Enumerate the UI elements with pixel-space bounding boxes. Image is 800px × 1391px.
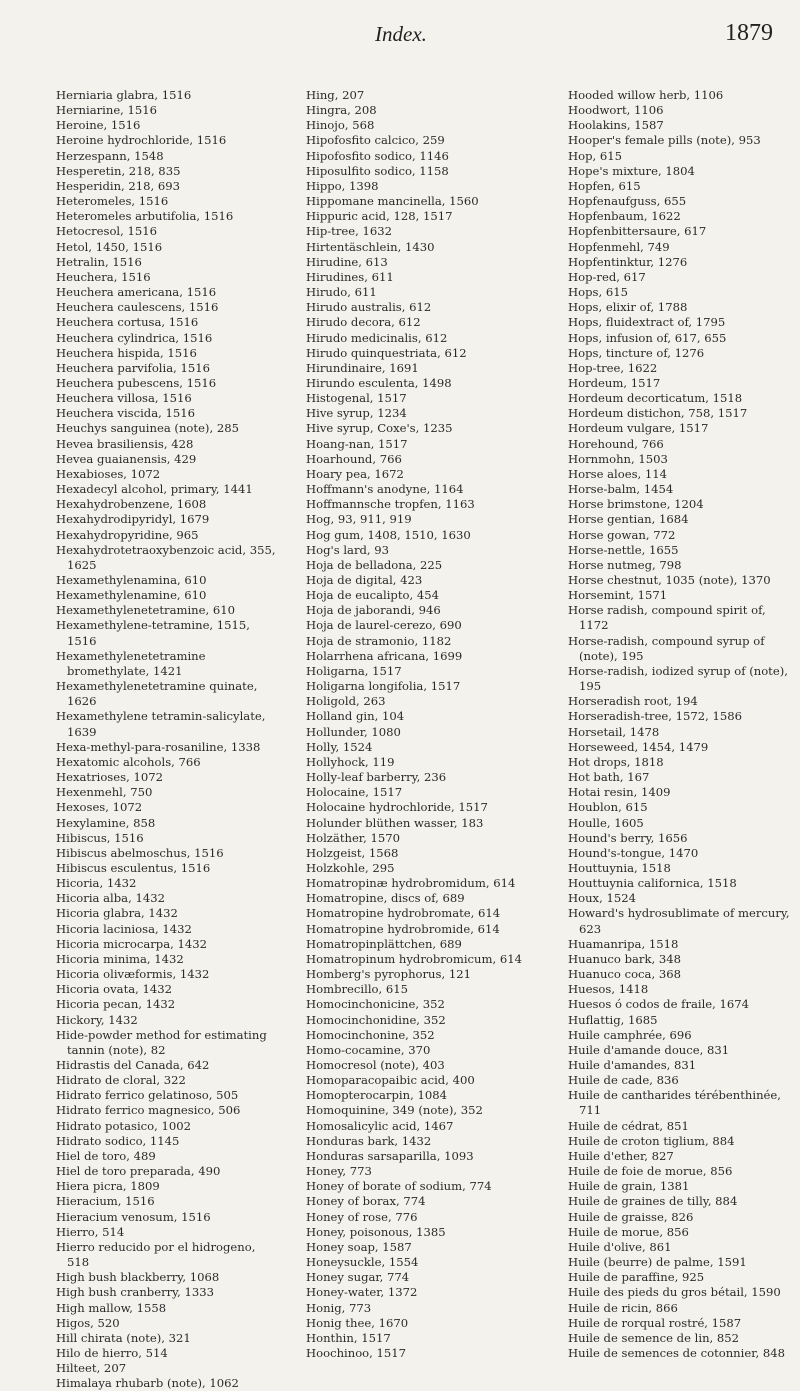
index-entry: Huile d'ether, 827 bbox=[568, 1148, 674, 1163]
index-entry: Honey, poisonous, 1385 bbox=[306, 1224, 446, 1239]
index-entry: Homoquinine, 349 (note), 352 bbox=[306, 1103, 483, 1118]
index-entry: Hidrastis del Canada, 642 bbox=[56, 1058, 210, 1072]
index-entry: Hicoria, 1432 bbox=[56, 876, 137, 891]
index-entry: Huile de semence de lin, 852 bbox=[568, 1330, 740, 1345]
index-entry: Houttuynia, 1518 bbox=[568, 860, 671, 875]
running-title: Index. bbox=[375, 22, 427, 46]
index-entry: Huile d'olive, 861 bbox=[568, 1239, 672, 1254]
index-entry: Hicoria laciniosa, 1432 bbox=[56, 921, 192, 936]
index-entry: Hevea guaianensis, 429 bbox=[56, 451, 197, 466]
index-entry: Holigarna longifolia, 1517 bbox=[306, 679, 461, 694]
index-entry: Hicoria alba, 1432 bbox=[56, 891, 165, 906]
index-entry: Hoochinoo, 1517 bbox=[306, 1345, 407, 1360]
index-entry: Hicoria olivæformis, 1432 bbox=[56, 967, 210, 982]
index-entry: Hirudo decora, 612 bbox=[306, 315, 421, 330]
index-entry: Herzespann, 1548 bbox=[56, 148, 164, 163]
index-entry: Homatropine, discs of, 689 bbox=[306, 891, 465, 906]
index-entry: Homatropine hydrobromate, 614 bbox=[306, 906, 501, 921]
index-entry: Heroine hydrochloride, 1516 bbox=[56, 133, 227, 148]
index-entry: Higos, 520 bbox=[56, 1315, 120, 1330]
index-entry: Hopfen, 615 bbox=[568, 178, 641, 193]
index-entry: Holocaine, 1517 bbox=[306, 785, 403, 800]
index-entry: Huile de paraffine, 925 bbox=[568, 1270, 705, 1285]
index-entry: Hirtentäschlein, 1430 bbox=[306, 239, 435, 254]
index-entry: Holarrhena africana, 1699 bbox=[306, 648, 463, 663]
index-entry: Huile de cédrat, 851 bbox=[568, 1118, 689, 1133]
index-entry: Honeysuckle, 1554 bbox=[306, 1255, 419, 1270]
index-entry: Hierro, 514 bbox=[56, 1224, 125, 1239]
index-entry: Hopfentinktur, 1276 bbox=[568, 254, 688, 269]
index-entry: Hop-red, 617 bbox=[568, 269, 646, 284]
index-entry: Heuchera, 1516 bbox=[56, 269, 151, 284]
index-entry: Hoolakins, 1587 bbox=[568, 118, 664, 133]
index-entry: Horseradish root, 194 bbox=[568, 694, 698, 709]
index-entry: Hopfenbittersaure, 617 bbox=[568, 224, 707, 239]
index-entry: Horse radish, compound spirit of, 1172 bbox=[568, 603, 766, 633]
index-entry: Heuchera pubescens, 1516 bbox=[56, 375, 217, 390]
index-entry: Hexa-methyl-para-rosaniline, 1338 bbox=[56, 739, 261, 754]
index-entry: Howard's hydrosublimate of mercury, 623 bbox=[568, 906, 790, 936]
index-entry: Hidrato ferrico magnesico, 506 bbox=[56, 1103, 241, 1118]
index-entry: Hotai resin, 1409 bbox=[568, 785, 671, 800]
index-entry: Horehound, 766 bbox=[568, 436, 664, 451]
index-entry: Huile d'amandes, 831 bbox=[568, 1058, 697, 1072]
index-entry: Hexamethylenetetramine bromethylate, 1421 bbox=[56, 648, 206, 678]
index-entry: Herniarine, 1516 bbox=[56, 103, 158, 118]
index-entry: Hordeum, 1517 bbox=[568, 375, 661, 390]
index-entry: Hopfenbaum, 1622 bbox=[568, 209, 681, 224]
index-entry: Hetocresol, 1516 bbox=[56, 224, 158, 239]
index-entry: Homatropinæ hydrobromidum, 614 bbox=[306, 876, 516, 891]
index-entry: Holigarna, 1517 bbox=[306, 663, 402, 678]
index-entry: Hive syrup, Coxe's, 1235 bbox=[306, 421, 453, 436]
index-entry: Honey, 773 bbox=[306, 1164, 372, 1179]
index-entry: Honey sugar, 774 bbox=[306, 1270, 410, 1285]
index-entry: Honey soap, 1587 bbox=[306, 1239, 412, 1254]
index-entry: Hibiscus esculentus, 1516 bbox=[56, 860, 211, 875]
index-entry: Huile (beurre) de palme, 1591 bbox=[568, 1255, 747, 1270]
index-entry: Honduras bark, 1432 bbox=[306, 1133, 432, 1148]
index-entry: Heuchera villosa, 1516 bbox=[56, 391, 192, 406]
index-entry: Hexamethylene-tetramine, 1515, 1516 bbox=[56, 618, 250, 648]
index-entry: Huesos ó codos de fraile, 1674 bbox=[568, 997, 750, 1012]
index-entry: Heteromeles, 1516 bbox=[56, 194, 169, 209]
index-entry: Hicoria ovata, 1432 bbox=[56, 982, 173, 997]
index-entry: Horse brimstone, 1204 bbox=[568, 497, 704, 512]
index-entry: Homatropine hydrobromide, 614 bbox=[306, 921, 500, 936]
index-entry: Honey of rose, 776 bbox=[306, 1209, 418, 1224]
index-entry: Heroine, 1516 bbox=[56, 118, 141, 133]
index-entry: Hoary pea, 1672 bbox=[306, 466, 404, 481]
index-entry: Huile de foie de morue, 856 bbox=[568, 1164, 733, 1179]
index-entry: Huile de croton tiglium, 884 bbox=[568, 1133, 735, 1148]
index-entry: Hops, tincture of, 1276 bbox=[568, 345, 705, 360]
index-entry: Homosalicylic acid, 1467 bbox=[306, 1118, 454, 1133]
index-entry: Hetol, 1450, 1516 bbox=[56, 239, 163, 254]
index-entry: Heuchera parvifolia, 1516 bbox=[56, 360, 211, 375]
index-entry: Hiera picra, 1809 bbox=[56, 1179, 160, 1194]
index-entry: Hexatomic alcohols, 766 bbox=[56, 754, 201, 769]
index-entry: Hopfenmehl, 749 bbox=[568, 239, 670, 254]
index-entry: Hoja de stramonio, 1182 bbox=[306, 633, 452, 648]
index-entry: Hordeum decorticatum, 1518 bbox=[568, 391, 743, 406]
index-entry: Hingra, 208 bbox=[306, 103, 377, 118]
index-entry: Hoja de belladona, 225 bbox=[306, 557, 443, 572]
index-entry: Hive syrup, 1234 bbox=[306, 406, 407, 421]
index-entry: Huile de grain, 1381 bbox=[568, 1179, 690, 1194]
index-entry: Hexamethylene tetramin-salicylate, 1639 bbox=[56, 709, 266, 739]
index-entry: Houblon, 615 bbox=[568, 800, 648, 815]
index-entry: Hooper's female pills (note), 953 bbox=[568, 133, 761, 148]
index-entry: Hexamethylenetetramine quinate, 1626 bbox=[56, 679, 258, 709]
index-entry: Hicoria microcarpa, 1432 bbox=[56, 936, 208, 951]
index-entry: Herniaria glabra, 1516 bbox=[56, 88, 192, 102]
index-entry: Houx, 1524 bbox=[568, 891, 636, 906]
index-entry: Hexabioses, 1072 bbox=[56, 466, 161, 481]
index-entry: Heuchera viscida, 1516 bbox=[56, 406, 196, 421]
index-entry: Hexamethylenamina, 610 bbox=[56, 573, 207, 587]
index-entry: Hoffmannsche tropfen, 1163 bbox=[306, 497, 475, 512]
index-entry: Hexamethylenetetramine, 610 bbox=[56, 603, 236, 618]
index-entry: Hoja de digital, 423 bbox=[306, 573, 423, 587]
index-entry: Horse-radish, compound syrup of (note), 195 bbox=[568, 633, 765, 663]
index-entry: Hexahydropyridine, 965 bbox=[56, 527, 199, 542]
index-entry: Hippuric acid, 128, 1517 bbox=[306, 209, 453, 224]
index-entry: Huesos, 1418 bbox=[568, 982, 649, 997]
index-entry: Holzkohle, 295 bbox=[306, 860, 395, 875]
index-entry: Hirudo medicinalis, 612 bbox=[306, 330, 448, 345]
index-entry: Holzgeist, 1568 bbox=[306, 845, 399, 860]
index-entry: Huile camphrée, 696 bbox=[568, 1027, 692, 1042]
index-entry: Hexenmehl, 750 bbox=[56, 785, 153, 800]
index-entry: Hope's mixture, 1804 bbox=[568, 163, 695, 178]
index-entry: Hops, 615 bbox=[568, 285, 628, 300]
index-entry: Hot drops, 1818 bbox=[568, 754, 664, 769]
index-entry: Hog, 93, 911, 919 bbox=[306, 512, 412, 527]
index-entry: Hexoses, 1072 bbox=[56, 800, 143, 815]
index-entry: Heuchys sanguinea (note), 285 bbox=[56, 421, 239, 436]
index-entry: Hicoria glabra, 1432 bbox=[56, 906, 178, 921]
index-entry: Hibiscus, 1516 bbox=[56, 830, 144, 845]
index-entry: High mallow, 1558 bbox=[56, 1300, 167, 1315]
index-entry: Houlle, 1605 bbox=[568, 815, 644, 830]
index-entry: Hopfenaufguss, 655 bbox=[568, 194, 687, 209]
index-entry: Heuchera cortusa, 1516 bbox=[56, 315, 199, 330]
index-entry: Hoja de jaborandi, 946 bbox=[306, 603, 441, 618]
index-entry: Holzäther, 1570 bbox=[306, 830, 400, 845]
index-entry: Homocresol (note), 403 bbox=[306, 1058, 445, 1072]
index-entry: Honey of borate of sodium, 774 bbox=[306, 1179, 492, 1194]
index-entry: Homoparacopaibic acid, 400 bbox=[306, 1073, 475, 1088]
index-entry: Huile des pieds du gros bétail, 1590 bbox=[568, 1285, 781, 1300]
index-entry: Hill chirata (note), 321 bbox=[56, 1330, 191, 1345]
index-entry: Hog gum, 1408, 1510, 1630 bbox=[306, 527, 471, 542]
index-entry: Hoarhound, 766 bbox=[306, 451, 402, 466]
index-entry: Holigold, 263 bbox=[306, 694, 386, 709]
index-entry: Honduras sarsaparilla, 1093 bbox=[306, 1148, 474, 1163]
index-entry: Hoffmann's anodyne, 1164 bbox=[306, 482, 464, 497]
index-entry: Hicoria pecan, 1432 bbox=[56, 997, 176, 1012]
index-entry: Hexadecyl alcohol, primary, 1441 bbox=[56, 482, 253, 497]
index-entry: Hound's berry, 1656 bbox=[568, 830, 688, 845]
index-entry: Hinojo, 568 bbox=[306, 118, 375, 133]
index-entry: Horse chestnut, 1035 (note), 1370 bbox=[568, 573, 771, 587]
index-entry: Hierro reducido por el hidrogeno, 518 bbox=[56, 1239, 256, 1270]
index-entry: Hexahydrodipyridyl, 1679 bbox=[56, 512, 210, 527]
index-entry: Hound's-tongue, 1470 bbox=[568, 845, 699, 860]
index-entry: Huile de cade, 836 bbox=[568, 1073, 679, 1088]
index-entry: Heuchera cylindrica, 1516 bbox=[56, 330, 213, 345]
index-entry: Hidrato de cloral, 322 bbox=[56, 1073, 186, 1088]
index-entry: Horse gentian, 1684 bbox=[568, 512, 689, 527]
index-entry: Huile de graines de tilly, 884 bbox=[568, 1194, 738, 1209]
index-entry: Hickory, 1432 bbox=[56, 1012, 138, 1027]
index-entry: Hoja de laurel-cerezo, 690 bbox=[306, 618, 462, 633]
index-entry: Honey of borax, 774 bbox=[306, 1194, 426, 1209]
index-entry: Hoodwort, 1106 bbox=[568, 103, 664, 118]
index-entry: Hirudo, 611 bbox=[306, 285, 377, 300]
index-entry: Hidrato potasico, 1002 bbox=[56, 1118, 191, 1133]
index-entry: Hesperidin, 218, 693 bbox=[56, 178, 181, 193]
index-entry: Hieracium venosum, 1516 bbox=[56, 1209, 211, 1224]
index-entry: Hirudo quinquestriata, 612 bbox=[306, 345, 467, 360]
index-entry: Hevea brasiliensis, 428 bbox=[56, 436, 194, 451]
page-header bbox=[0, 0, 800, 70]
index-entry: Hirudines, 611 bbox=[306, 269, 394, 284]
index-entry: Horsetail, 1478 bbox=[568, 724, 660, 739]
index-entry: Hicoria minima, 1432 bbox=[56, 951, 184, 966]
index-entry: Heuchera hispida, 1516 bbox=[56, 345, 197, 360]
index-entry: Hibiscus abelmoschus, 1516 bbox=[56, 845, 224, 860]
index-entry: Himalaya rhubarb (note), 1062 bbox=[56, 1376, 239, 1391]
index-entry: Honey-water, 1372 bbox=[306, 1285, 418, 1300]
index-entry: Hornmohn, 1503 bbox=[568, 451, 668, 466]
index-entry: Hordeum distichon, 758, 1517 bbox=[568, 406, 748, 421]
index-entry: Holunder blüthen wasser, 183 bbox=[306, 815, 484, 830]
index-entry: Huile d'amande douce, 831 bbox=[568, 1042, 730, 1057]
index-entry: Hiposulfito sodico, 1158 bbox=[306, 163, 449, 178]
index-entry: Homocinchonine, 352 bbox=[306, 1027, 435, 1042]
index-column-1 bbox=[56, 88, 281, 1391]
index-entry: Holocaine hydrochloride, 1517 bbox=[306, 800, 488, 815]
index-entry: Holly, 1524 bbox=[306, 739, 373, 754]
index-entry: Huanuco bark, 348 bbox=[568, 951, 681, 966]
index-entry: Hidrato sodico, 1145 bbox=[56, 1133, 180, 1148]
index-entry: Hexamethylenamine, 610 bbox=[56, 588, 207, 603]
index-entry: Huile de semences de cotonnier, 848 bbox=[568, 1345, 785, 1360]
page-number: 1879 bbox=[725, 20, 773, 46]
index-entry: Hippo, 1398 bbox=[306, 178, 379, 193]
index-entry: Holland gin, 104 bbox=[306, 709, 405, 724]
index-entry: Hollyhock, 119 bbox=[306, 754, 395, 769]
index-entry: Heuchera caulescens, 1516 bbox=[56, 300, 219, 315]
index-entry: Hops, fluidextract of, 1795 bbox=[568, 315, 726, 330]
index-entry: Hexahydrobenzene, 1608 bbox=[56, 497, 207, 512]
index-entry: Hipofosfito sodico, 1146 bbox=[306, 148, 449, 163]
index-entry: Hexatrioses, 1072 bbox=[56, 770, 163, 785]
index-entry: Hot bath, 167 bbox=[568, 770, 650, 785]
index-entry: Hidrato ferrico gelatinoso, 505 bbox=[56, 1088, 239, 1103]
index-entry: Homo-cocamine, 370 bbox=[306, 1042, 431, 1057]
index-entry: Homatropinplättchen, 689 bbox=[306, 936, 462, 951]
index-entry: Hesperetin, 218, 835 bbox=[56, 163, 181, 178]
index-entry: Honthin, 1517 bbox=[306, 1330, 391, 1345]
index-entry: Hippomane mancinella, 1560 bbox=[306, 194, 479, 209]
index-entry: Huile de graisse, 826 bbox=[568, 1209, 694, 1224]
index-entry: Horse-radish, iodized syrup of (note), 195 bbox=[568, 663, 788, 694]
index-entry: Hexahydrotetraoxybenzoic acid, 355, 1625 bbox=[56, 542, 276, 572]
index-entry: Hirudo australis, 612 bbox=[306, 300, 432, 315]
index-entry: Huanuco coca, 368 bbox=[568, 967, 681, 982]
index-entry: Hide-powder method for estimating tannin (note), 82 bbox=[56, 1027, 267, 1057]
index-entry: Hipofosfito calcico, 259 bbox=[306, 133, 445, 148]
index-entry: Hilo de hierro, 514 bbox=[56, 1345, 168, 1360]
index-entry: Horse-balm, 1454 bbox=[568, 482, 674, 497]
index-entry: Hollunder, 1080 bbox=[306, 724, 401, 739]
index-entry: Homberg's pyrophorus, 121 bbox=[306, 967, 471, 982]
index-entry: Hieracium, 1516 bbox=[56, 1194, 155, 1209]
index-entry: Horsemint, 1571 bbox=[568, 588, 668, 603]
index-entry: Hirudine, 613 bbox=[306, 254, 388, 269]
index-column-3 bbox=[568, 88, 798, 1361]
index-entry: Hing, 207 bbox=[306, 88, 365, 102]
index-entry: Hombrecillo, 615 bbox=[306, 982, 409, 997]
index-entry: Hordeum vulgare, 1517 bbox=[568, 421, 709, 436]
index-entry: Hop-tree, 1622 bbox=[568, 360, 658, 375]
index-entry: Homatropinum hydrobromicum, 614 bbox=[306, 951, 522, 966]
index-entry: Histogenal, 1517 bbox=[306, 391, 407, 406]
index-entry: Hops, elixir of, 1788 bbox=[568, 300, 688, 315]
index-entry: Hop, 615 bbox=[568, 148, 623, 163]
index-entry: Horse gowan, 772 bbox=[568, 527, 676, 542]
index-entry: Houttuynia californica, 1518 bbox=[568, 876, 737, 891]
index-entry: Hilteet, 207 bbox=[56, 1361, 127, 1376]
index-entry: Hirundinaire, 1691 bbox=[306, 360, 419, 375]
index-entry: High bush blackberry, 1068 bbox=[56, 1270, 220, 1285]
index-entry: Honig, 773 bbox=[306, 1300, 372, 1315]
index-entry: Homocinchonicine, 352 bbox=[306, 997, 445, 1012]
index-entry: Hexylamine, 858 bbox=[56, 815, 156, 830]
index-entry: Holly-leaf barberry, 236 bbox=[306, 770, 447, 785]
index-entry: Homopterocarpin, 1084 bbox=[306, 1088, 447, 1103]
index-entry: Hog's lard, 93 bbox=[306, 542, 390, 557]
index-entry: Huile de cantharides térébenthinée, 711 bbox=[568, 1088, 781, 1118]
index-entry: Heteromeles arbutifolia, 1516 bbox=[56, 209, 234, 224]
index-entry: Hiel de toro preparada, 490 bbox=[56, 1164, 221, 1179]
index-entry: Honig thee, 1670 bbox=[306, 1315, 409, 1330]
index-entry: Horse aloes, 114 bbox=[568, 466, 668, 481]
index-entry: Horseweed, 1454, 1479 bbox=[568, 739, 709, 754]
index-entry: Homocinchonidine, 352 bbox=[306, 1012, 446, 1027]
index-entry: High bush cranberry, 1333 bbox=[56, 1285, 215, 1300]
index-entry: Huile de rorqual rostré, 1587 bbox=[568, 1315, 742, 1330]
index-entry: Horse nutmeg, 798 bbox=[568, 557, 682, 572]
index-entry: Hooded willow herb, 1106 bbox=[568, 88, 724, 102]
index-entry: Huamanripa, 1518 bbox=[568, 936, 679, 951]
index-entry: Huile de morue, 856 bbox=[568, 1224, 689, 1239]
index-entry: Hip-tree, 1632 bbox=[306, 224, 392, 239]
index-entry: Heuchera americana, 1516 bbox=[56, 285, 217, 300]
index-column-2 bbox=[306, 88, 531, 1361]
index-entry: Hirundo esculenta, 1498 bbox=[306, 375, 452, 390]
index-entry: Hoja de eucalipto, 454 bbox=[306, 588, 439, 603]
index-entry: Horseradish-tree, 1572, 1586 bbox=[568, 709, 743, 724]
index-entry: Horse-nettle, 1655 bbox=[568, 542, 679, 557]
index-entry: Huflattig, 1685 bbox=[568, 1012, 658, 1027]
index-entry: Hops, infusion of, 617, 655 bbox=[568, 330, 727, 345]
index-entry: Hiel de toro, 489 bbox=[56, 1148, 156, 1163]
index-entry: Hoang-nan, 1517 bbox=[306, 436, 408, 451]
index-entry: Hetralin, 1516 bbox=[56, 254, 142, 269]
index-entry: Huile de ricin, 866 bbox=[568, 1300, 678, 1315]
